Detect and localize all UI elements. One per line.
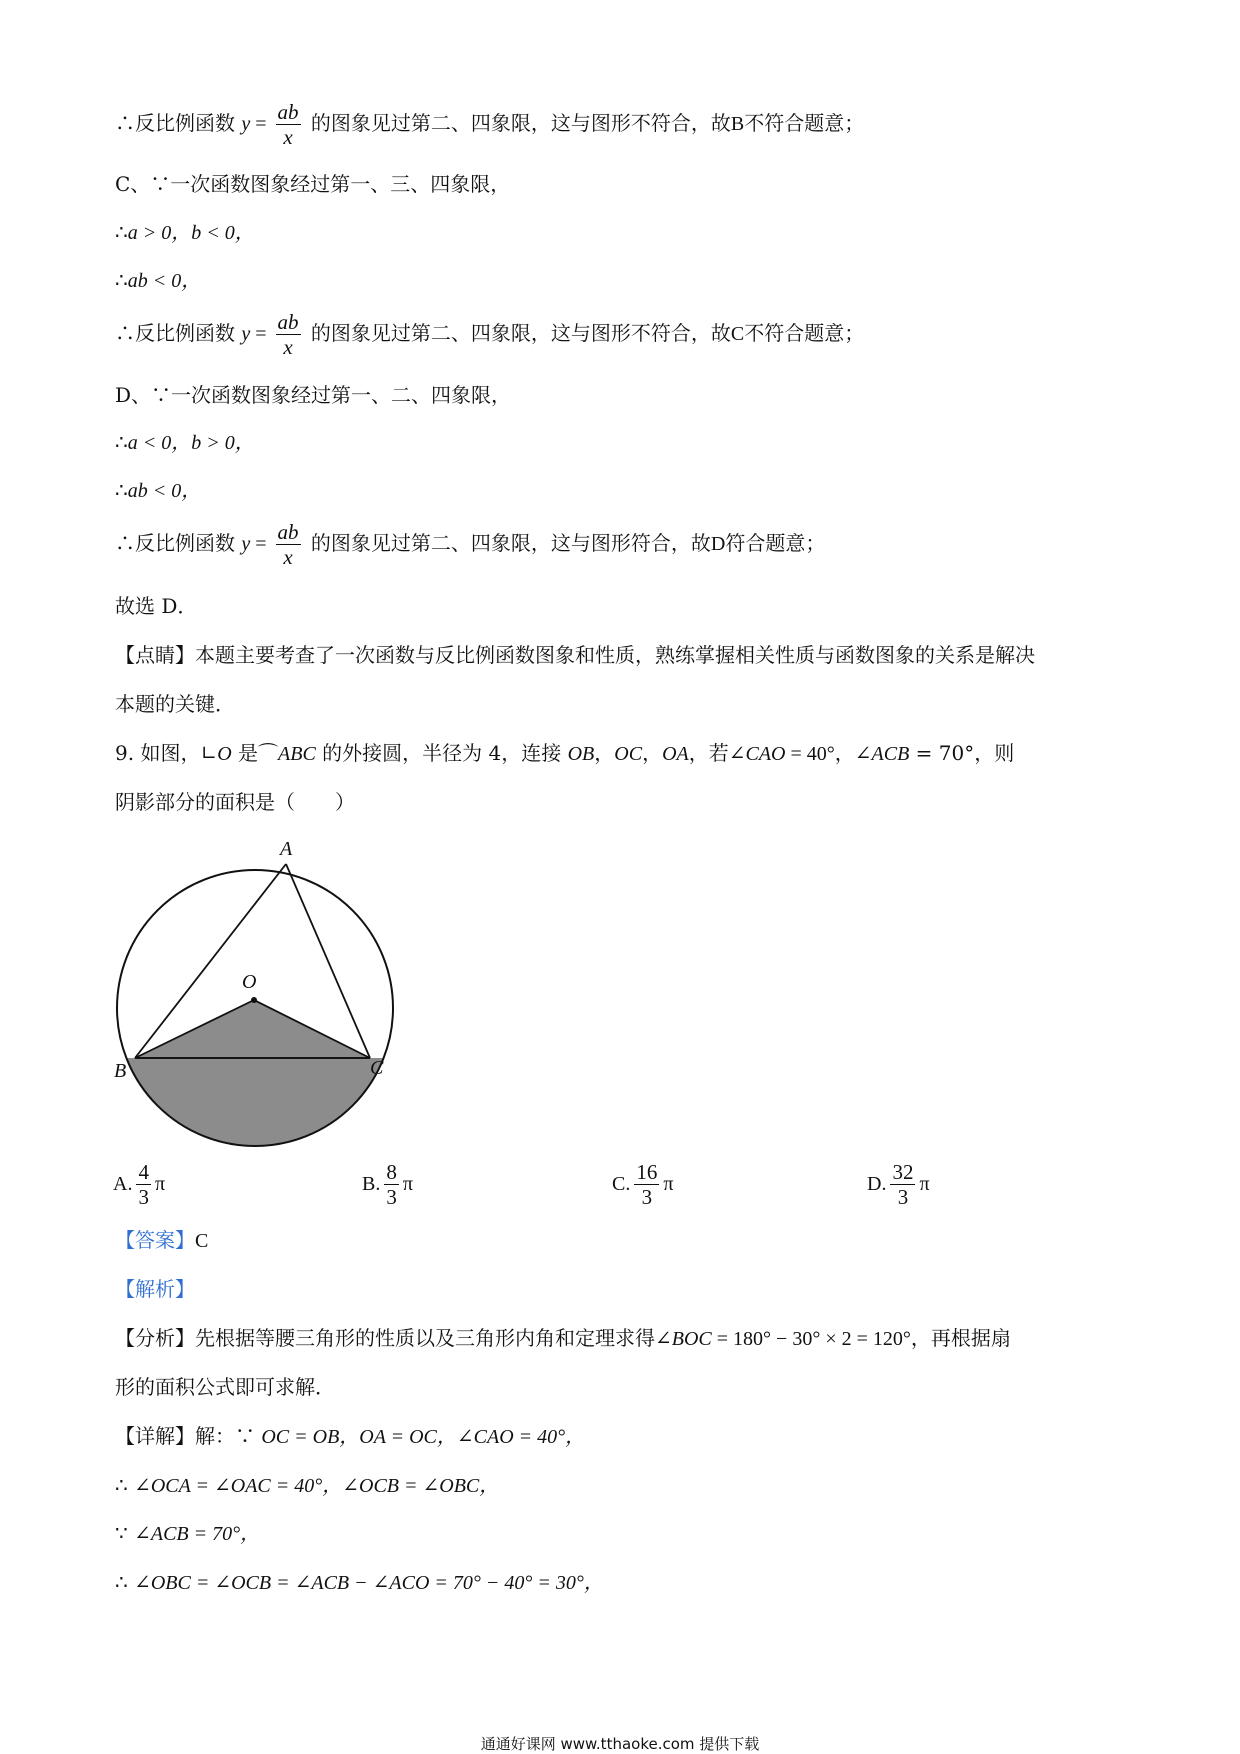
option-d[interactable]: D. $\frac{32}{3}$ π xyxy=(867,1160,930,1210)
case-d-signs: ∴a < 0，b > 0， xyxy=(115,430,255,454)
center-point xyxy=(251,997,257,1003)
var-y: y xyxy=(241,113,251,136)
question-9-line-2: 阴影部分的面积是（ ） xyxy=(115,790,355,814)
option-a[interactable]: A. $\frac{4}{3}$ π xyxy=(113,1160,166,1210)
fenxi-line-1: 【分析】先根据等腰三角形的性质以及三角形内角和定理求得∠BOC = 180° − 30° × 2 = 120°，再根据扇 xyxy=(115,1326,1011,1350)
question-9-line-1: 9. 如图，∟O 是⌒ABC 的外接圆，半径为 4，连接 OB，OC，OA，若∠CAO = 40°，∠ACB = 70°，则 xyxy=(115,741,1015,765)
line-text: 的图象见过第二、四象限，这与图形不符合，故 xyxy=(310,111,731,136)
case-d-product: ∴ab < 0， xyxy=(115,478,202,502)
fraction-ab-over-x: $\frac{ab}{x}$ xyxy=(277,310,299,360)
fraction-ab-over-x: $\frac{ab}{x}$ xyxy=(277,100,299,150)
dianjing-line-1: 【点睛】本题主要考查了一次函数与反比例函数图象和性质，熟练掌握相关性质与函数图象的关系是解决 xyxy=(115,643,1035,667)
case-d-line: D、∵一次函数图象经过第一、二、四象限， xyxy=(115,383,512,407)
xiangjie-line-2: ∴ ∠OCA = ∠OAC = 40°，∠OCB = ∠OBC， xyxy=(115,1473,500,1497)
solution-line-b xyxy=(115,100,864,149)
fraction-ab-over-x: $\frac{ab}{x}$ xyxy=(277,520,299,570)
label-b: B xyxy=(114,1060,127,1082)
footer-watermark: 通通好课网 www.tthaoke.com 提供下载 xyxy=(480,1735,760,1753)
equals: = xyxy=(250,113,272,136)
answer-tag: 【答案】 xyxy=(115,1228,195,1252)
xiangjie-line-3: ∵ ∠ACB = 70°， xyxy=(115,1521,261,1545)
analysis-tag: 【解析】 xyxy=(115,1277,195,1301)
shaded-triangle-obc xyxy=(135,1000,370,1058)
label-a: A xyxy=(280,838,293,860)
circle-figure xyxy=(100,830,410,1150)
case-c-line: C、∵一次函数图象经过第一、三、四象限， xyxy=(115,172,511,196)
fenxi-line-2: 形的面积公式即可求解． xyxy=(115,1375,335,1399)
answer-line xyxy=(115,1230,208,1251)
analysis-tag-line xyxy=(115,1279,195,1299)
solution-line-c: ∴反比例函数 y = $\frac{ab}{x}$ 的图象见过第二、四象限，这与图形不符合，故C不符合题意； xyxy=(115,310,865,360)
dianjing-line-2: 本题的关键． xyxy=(115,692,235,716)
case-c-signs: ∴a > 0，b < 0， xyxy=(115,220,255,244)
line-text: 不符合题意； xyxy=(744,111,865,136)
option-c[interactable]: C. $\frac{16}{3}$ π xyxy=(612,1160,674,1210)
case-c-product: ∴ab < 0， xyxy=(115,268,202,292)
line-text: ∴反比例函数 xyxy=(115,111,235,136)
conclusion-line: 故选 D． xyxy=(115,594,198,618)
label-o: O xyxy=(242,971,257,993)
option-b[interactable]: B. $\frac{8}{3}$ π xyxy=(362,1160,413,1210)
label-c: C xyxy=(370,1057,384,1079)
xiangjie-line-4: ∴ ∠OBC = ∠OCB = ∠ACB − ∠ACO = 70° − 40° = 30°， xyxy=(115,1570,604,1594)
solution-line-d: ∴反比例函数 y = $\frac{ab}{x}$ 的图象见过第二、四象限，这与图形符合，故D符合题意； xyxy=(115,520,826,570)
option-letter: B xyxy=(730,113,745,136)
xiangjie-line-1: 【详解】解：∵ OC = OB，OA = OC，∠CAO = 40°， xyxy=(115,1424,586,1448)
answer-value: C xyxy=(195,1230,209,1252)
